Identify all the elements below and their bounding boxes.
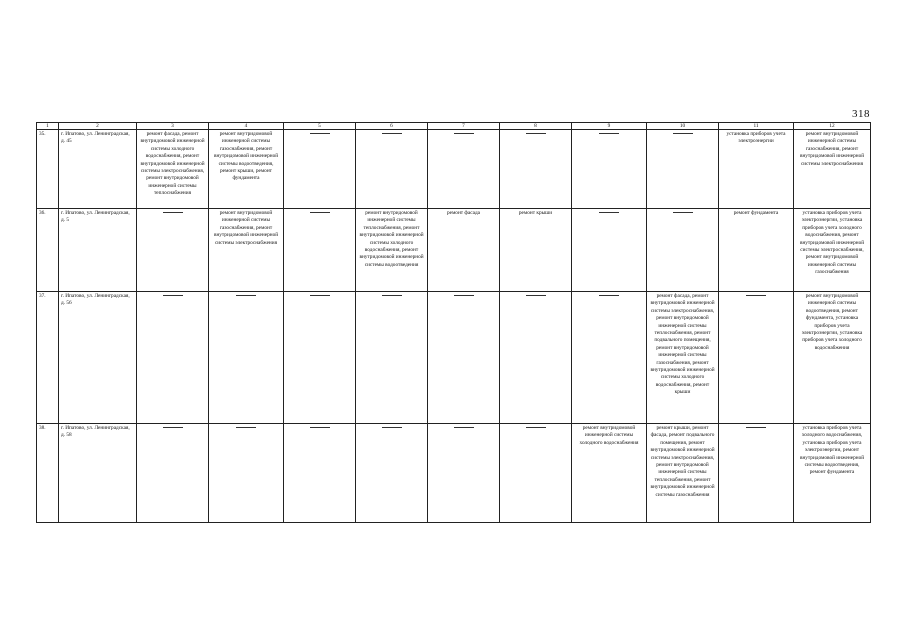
empty-cell: [284, 292, 356, 424]
empty-cell: [428, 292, 500, 424]
page-number: 318: [852, 108, 870, 120]
dash-mark: [599, 212, 619, 213]
dash-mark: [673, 133, 693, 134]
column-header: 6: [356, 123, 428, 130]
dash-mark: [163, 295, 183, 296]
dash-mark: [526, 427, 546, 428]
column-header: 3: [137, 123, 209, 130]
address-cell: г. Ипатово, ул. Ленинградская, д. 45: [59, 130, 137, 209]
column-header: 10: [647, 123, 719, 130]
empty-cell: [137, 209, 209, 292]
dash-mark: [310, 295, 330, 296]
work-cell: ремонт фундамента: [719, 209, 794, 292]
empty-cell: [647, 130, 719, 209]
empty-cell: [284, 424, 356, 523]
row-number: 35.: [37, 130, 59, 209]
dash-mark: [236, 427, 256, 428]
dash-mark: [163, 212, 183, 213]
dash-mark: [526, 295, 546, 296]
empty-cell: [572, 209, 647, 292]
empty-cell: [356, 130, 428, 209]
address-cell: г. Ипатово, ул. Ленинградская, д. 58: [59, 424, 137, 523]
dash-mark: [382, 427, 402, 428]
table-row: [37, 424, 871, 523]
empty-cell: [137, 424, 209, 523]
dash-mark: [310, 212, 330, 213]
dash-mark: [454, 427, 474, 428]
dash-mark: [746, 295, 766, 296]
work-cell: ремонт внутридомовой инженерной системы газоснабжения, ремонт внутридомовой инженерной системы электроснабжения: [794, 130, 871, 209]
row-number: 37.: [37, 292, 59, 424]
empty-cell: [719, 424, 794, 523]
empty-cell: [356, 424, 428, 523]
work-cell: ремонт внутридомовой инженерной системы теплоснабжения, ремонт внутридомовой инженерной системы холодного водоснабжения, ремонт внутридомовой инженерной системы водоотведения: [356, 209, 428, 292]
work-cell: установка приборов учета холодного водоснабжения, установка приборов учета электроэнергии, ремонт внутридомовой инженерной системы водоотведения, ремонт фундамента: [794, 424, 871, 523]
work-cell: ремонт внутридомовой инженерной системы газоснабжения, ремонт внутридомовой инженерной системы водоотведения, ремонт крыши, ремонт фундамента: [209, 130, 284, 209]
empty-cell: [500, 292, 572, 424]
dash-mark: [310, 133, 330, 134]
empty-cell: [284, 209, 356, 292]
dash-mark: [310, 427, 330, 428]
work-cell: ремонт крыши: [500, 209, 572, 292]
address-cell: г. Ипатово, ул. Ленинградская, д. 56: [59, 292, 137, 424]
repair-schedule-table: [36, 122, 871, 523]
empty-cell: [647, 209, 719, 292]
dash-mark: [382, 295, 402, 296]
empty-cell: [719, 292, 794, 424]
column-header: 4: [209, 123, 284, 130]
work-cell: ремонт внутридомовой инженерной системы водоотведения, ремонт фундамента, установка приборов учета электроэнергии, установка приборов учета холодного водоснабжения: [794, 292, 871, 424]
dash-mark: [454, 295, 474, 296]
row-number: 38.: [37, 424, 59, 523]
dash-mark: [454, 133, 474, 134]
table-header: [37, 123, 871, 130]
column-header: 5: [284, 123, 356, 130]
empty-cell: [428, 130, 500, 209]
column-header: 9: [572, 123, 647, 130]
dash-mark: [163, 427, 183, 428]
column-header: 2: [59, 123, 137, 130]
work-cell: ремонт внутридомовой инженерной системы холодного водоснабжения: [572, 424, 647, 523]
work-cell: установка приборов учета электроэнергии: [719, 130, 794, 209]
dash-mark: [746, 427, 766, 428]
work-cell: установка приборов учета электроэнергии, установка приборов учета холодного водоснабжения, ремонт внутридомовой инженерной системы электроснабжения, ремонт внутридомовой инженерной системы газоснабжения: [794, 209, 871, 292]
empty-cell: [209, 292, 284, 424]
table-row: [37, 209, 871, 292]
empty-cell: [356, 292, 428, 424]
column-header: 7: [428, 123, 500, 130]
table-row: [37, 292, 871, 424]
column-header: 1: [37, 123, 59, 130]
column-header: 8: [500, 123, 572, 130]
empty-cell: [284, 130, 356, 209]
dash-mark: [236, 295, 256, 296]
empty-cell: [572, 292, 647, 424]
table-body: [37, 130, 871, 523]
work-cell: ремонт фасада, ремонт внутридомовой инженерной системы холодного водоснабжения, ремонт внутридомовой инженерной системы электроснабжения, ремонт внутридомовой инженерной системы теплоснабжения: [137, 130, 209, 209]
empty-cell: [137, 292, 209, 424]
empty-cell: [572, 130, 647, 209]
work-cell: ремонт фасада, ремонт внутридомовой инженерной системы электроснабжения, ремонт внутридомовой инженерной системы теплоснабжения, ремонт подвального помещения, ремонт внутридомовой инженерной системы газоснабжения, ремонт внутридомовой инженерной системы холодного водоснабжения, ремонт крыши: [647, 292, 719, 424]
dash-mark: [599, 295, 619, 296]
empty-cell: [428, 424, 500, 523]
empty-cell: [500, 424, 572, 523]
dash-mark: [673, 212, 693, 213]
column-header: 12: [794, 123, 871, 130]
work-cell: ремонт внутридомовой инженерной системы газоснабжения, ремонт внутридомовой инженерной системы электроснабжения: [209, 209, 284, 292]
empty-cell: [500, 130, 572, 209]
address-cell: г. Ипатово, ул. Ленинградская, д. 5: [59, 209, 137, 292]
empty-cell: [209, 424, 284, 523]
dash-mark: [599, 133, 619, 134]
dash-mark: [526, 133, 546, 134]
row-number: 36.: [37, 209, 59, 292]
dash-mark: [382, 133, 402, 134]
column-header: 11: [719, 123, 794, 130]
work-cell: ремонт крыши, ремонт фасада, ремонт подвального помещения, ремонт внутридомовой инженерной системы электроснабжения, ремонт внутридомовой инженерной системы теплоснабжения, ремонт внутридомовой инженерной системы газоснабжения: [647, 424, 719, 523]
work-cell: ремонт фасада: [428, 209, 500, 292]
table-row: [37, 130, 871, 209]
